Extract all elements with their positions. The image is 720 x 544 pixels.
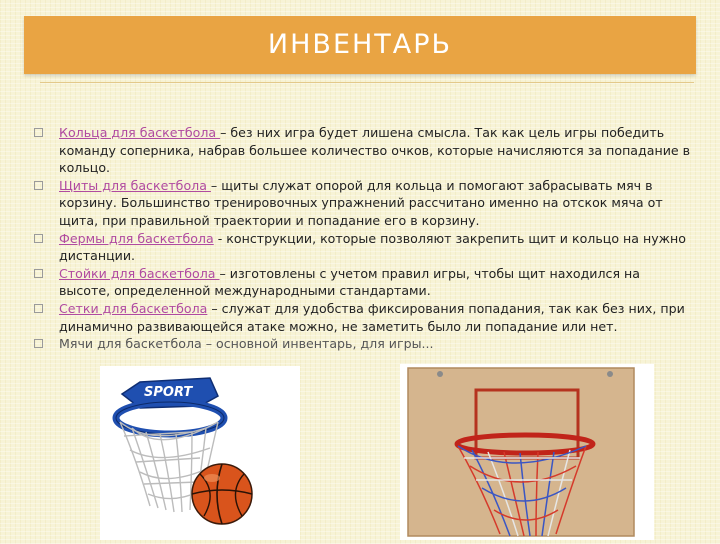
slide-title: ИНВЕНТАРЬ (267, 29, 453, 60)
title-bar (24, 16, 696, 74)
list-item (34, 230, 694, 265)
item-text: – без них игра будет лишена смысла. Так как цель игры победить команду соперника, набрав большее количество очков, которые начисляются за попадание в кольцо. (59, 125, 691, 176)
item-text: Мячи для баскетбола – основной инвентарь, для игры... (59, 336, 434, 352)
backboards-link[interactable]: Щиты для баскетбола (59, 177, 211, 193)
item-text: – щиты служат опорой для кольца и помогают забрасывать мяч в корзину. Большинство тренировочных упражнений рассчитано именно на отскок мяча от щита, при правильной траектории и попадание его в корзину. (59, 177, 663, 228)
item-text: – служат для удобства фиксирования попадания, так как без них, при динамично развивающейся атаке можно, не заметить было ли попадание или нет. (59, 300, 685, 334)
hoop-with-ball-image (100, 366, 300, 540)
nets-link[interactable]: Сетки для баскетбола (59, 300, 208, 316)
title-divider (40, 82, 694, 83)
list-item (34, 335, 694, 353)
bullet-icon (34, 304, 43, 313)
item-text: – изготовлены с учетом правил игры, чтобы щит находился на высоте, определенной международными стандартами. (59, 265, 640, 299)
list-item (34, 265, 694, 300)
sport-logo: SPORT (144, 385, 193, 400)
bullet-icon (34, 234, 43, 243)
stands-link[interactable]: Стойки для баскетбола (59, 265, 220, 281)
hoop-ball-illustration (100, 366, 300, 540)
bullet-icon (34, 339, 43, 348)
list-item (34, 177, 694, 230)
bullet-list (34, 124, 694, 353)
backboard-illustration (400, 364, 654, 540)
bullet-icon (34, 269, 43, 278)
trusses-link[interactable]: Фермы для баскетбола (59, 230, 214, 246)
bullet-icon (34, 128, 43, 137)
rings-link[interactable]: Кольца для баскетбола (59, 125, 221, 140)
list-item (34, 124, 694, 177)
item-text: - конструкции, которые позволяют закрепить щит и кольцо на нужно дистанции. (59, 230, 686, 264)
backboard-hoop-image (400, 364, 654, 540)
list-item (34, 300, 694, 335)
bullet-icon (34, 181, 43, 190)
